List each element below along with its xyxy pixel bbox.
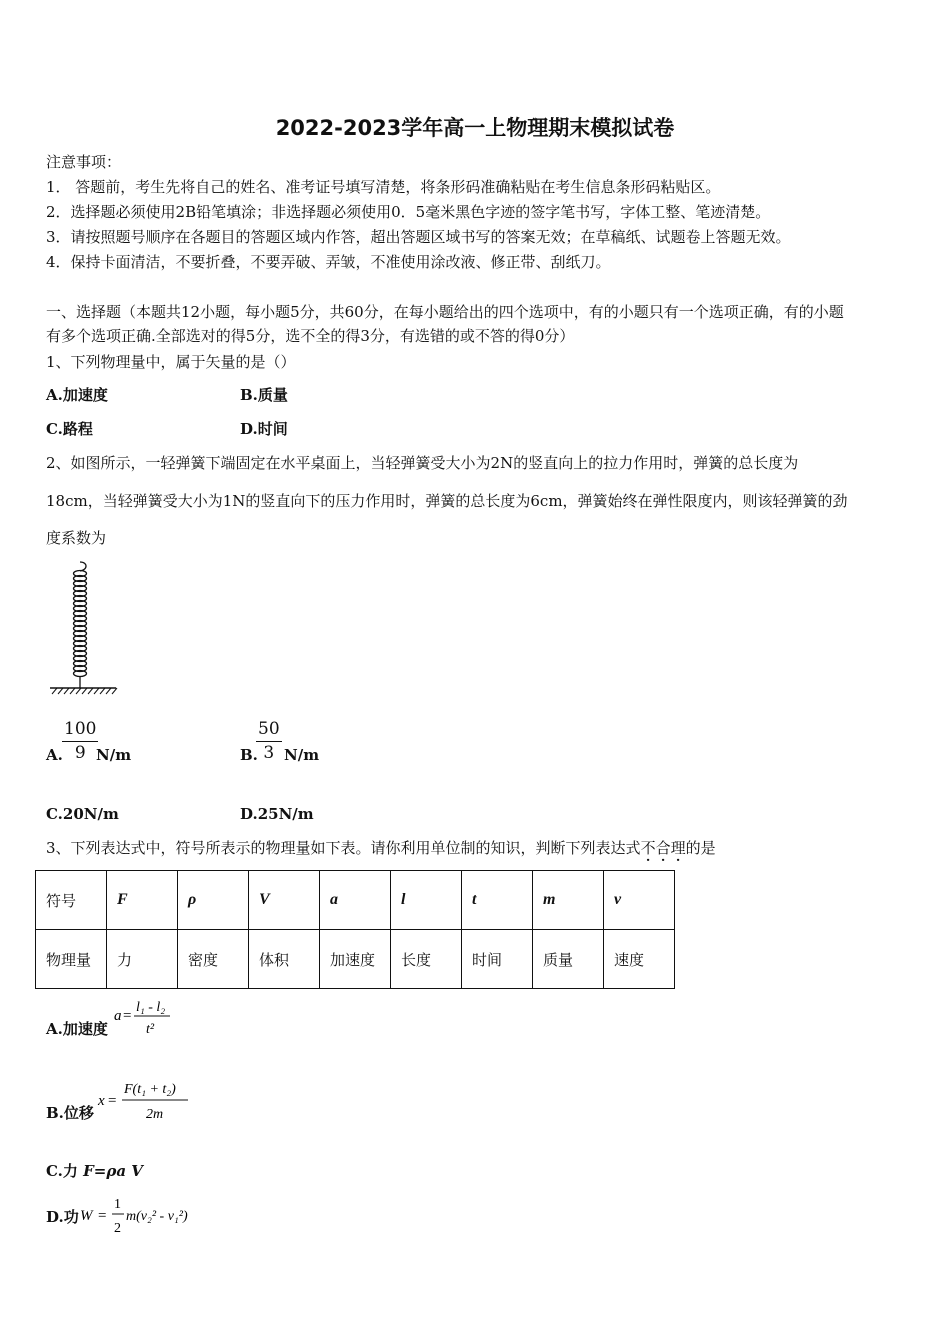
- q3-option-b-formula: [96, 1076, 196, 1124]
- section-heading-line-2: 有多个选项正确.全部选对的得5分，选不全的得3分，有选错的或不答的得0分）: [46, 327, 575, 345]
- table-header-cell: 符号: [36, 871, 107, 930]
- question-2-stem-line-3: 度系数为: [46, 529, 107, 547]
- q2-option-b-label: B.: [240, 746, 258, 764]
- table-cell: 长度: [391, 930, 462, 989]
- notice-item-3: 3．请按照题号顺序在各题目的答题区域内作答，超出答题区域书写的答案无效；在草稿纸、试题卷上答题无效。: [46, 228, 791, 246]
- q3-option-b-label: B.位移: [46, 1104, 94, 1122]
- q1-option-b: B.质量: [240, 386, 288, 404]
- q1-option-d: D.时间: [240, 420, 288, 438]
- table-cell: 质量: [533, 930, 604, 989]
- svg-text:=: =: [108, 1093, 117, 1109]
- q3-option-c: C.力 F=ρa V: [46, 1162, 143, 1180]
- table-cell: t: [462, 871, 533, 930]
- question-3-stem: 3、下列表达式中，符号所表示的物理量如下表。请你利用单位制的知识，判断下列表达式不合理的是: [46, 839, 716, 857]
- ground-hatch: [82, 688, 87, 694]
- svg-text:a: a: [114, 1008, 122, 1024]
- ground-hatch: [70, 688, 75, 694]
- svg-text:l₁ - l₂: l₁ - l₂: [136, 1000, 166, 1015]
- notice-item-1: 1． 答题前，考生先将自己的姓名、准考证号填写清楚，将条形码准确粘贴在考生信息条形码粘贴区。: [46, 178, 721, 196]
- table-row: [36, 930, 675, 989]
- q2-option-c: C.20N/m: [46, 805, 119, 823]
- q2-option-a-unit: N/m: [96, 746, 132, 764]
- table-cell: 密度: [178, 930, 249, 989]
- svg-text:=: =: [123, 1008, 132, 1024]
- table-cell: 加速度: [320, 930, 391, 989]
- svg-text:t²: t²: [146, 1022, 155, 1037]
- table-cell: m: [533, 871, 604, 930]
- q2-option-a-label: A.: [46, 746, 63, 764]
- svg-text:x: x: [98, 1093, 105, 1109]
- svg-text:W: W: [80, 1208, 93, 1224]
- q3-option-d-label: D.功: [46, 1208, 79, 1226]
- ground-hatch: [100, 688, 105, 694]
- table-cell: a: [320, 871, 391, 930]
- notice-item-2: 2．选择题必须使用2B铅笔填涂；非选择题必须使用0．5毫米黑色字迹的签字笔书写，字体工整、笔迹清楚。: [46, 203, 771, 221]
- question-2-stem-line-2: 18cm，当轻弹簧受大小为1N的竖直向下的压力作用时，弹簧的总长度为6cm，弹簧始终在弹性限度内，则该轻弹簧的劲: [46, 492, 848, 510]
- question-2-stem-line-1: 2、如图所示，一轻弹簧下端固定在水平桌面上，当轻弹簧受大小为2N的竖直向上的拉力作用时，弹簧的总长度为: [46, 454, 799, 472]
- notice-item-4: 4．保持卡面清洁，不要折叠，不要弄破、弄皱，不准使用涂改液、修正带、刮纸刀。: [46, 253, 611, 271]
- ground-hatch: [106, 688, 111, 694]
- section-heading-line-1: 一、选择题（本题共12小题，每小题5分，共60分，在每小题给出的四个选项中，有的小题只有一个选项正确，有的小题: [46, 303, 844, 321]
- table-cell: V: [249, 871, 320, 930]
- svg-text:F(t₁ + t₂): F(t₁ + t₂): [124, 1082, 176, 1097]
- table-cell: 力: [107, 930, 178, 989]
- table-cell: 速度: [604, 930, 675, 989]
- q2-option-a-fraction: $\frac{100}{9}$: [64, 719, 97, 763]
- q2-option-d: D.25N/m: [240, 805, 314, 823]
- q2-option-b-fraction: $\frac{50}{3}$: [258, 719, 280, 763]
- quantity-table: [35, 870, 675, 989]
- q1-option-c: C.路程: [46, 420, 93, 438]
- table-cell: F: [107, 871, 178, 930]
- ground-hatch: [88, 688, 93, 694]
- ground-hatch: [76, 688, 81, 694]
- table-cell: ρ: [178, 871, 249, 930]
- q3-option-d-formula: [78, 1190, 218, 1240]
- svg-text:m(v₂² - v₁²): m(v₂² - v₁²): [126, 1209, 188, 1224]
- q3-option-a-formula: [112, 995, 182, 1041]
- table-row: [36, 871, 675, 930]
- table-cell: l: [391, 871, 462, 930]
- table-header-cell: 物理量: [36, 930, 107, 989]
- spring-figure: [44, 560, 124, 695]
- svg-text:1: 1: [114, 1197, 121, 1212]
- q2-option-b-unit: N/m: [284, 746, 320, 764]
- table-cell: v: [604, 871, 675, 930]
- table-cell: 时间: [462, 930, 533, 989]
- table-cell: 体积: [249, 930, 320, 989]
- question-1-stem: 1、下列物理量中，属于矢量的是（）: [46, 353, 296, 371]
- notice-heading: 注意事项：: [46, 153, 122, 171]
- svg-text:=: =: [98, 1208, 107, 1224]
- ground-hatch: [58, 688, 63, 694]
- q3-option-a-label: A.加速度: [46, 1020, 108, 1038]
- svg-text:2: 2: [114, 1221, 121, 1236]
- ground-hatch: [112, 688, 117, 694]
- page-title: 2022-2023学年高一上物理期末模拟试卷: [275, 116, 675, 140]
- ground-hatch: [64, 688, 69, 694]
- svg-text:2m: 2m: [146, 1107, 164, 1122]
- ground-hatch: [94, 688, 99, 694]
- q1-option-a: A.加速度: [46, 386, 108, 404]
- ground-hatch: [52, 688, 57, 694]
